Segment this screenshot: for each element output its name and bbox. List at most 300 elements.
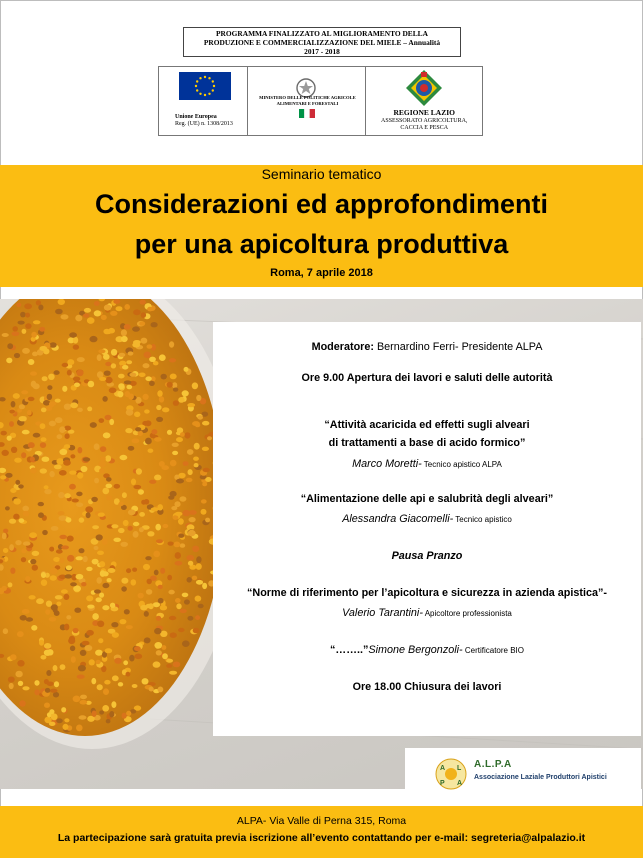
talk-1-title-line-2: di trattamenti a base di acido formico” bbox=[328, 437, 526, 449]
pollen-grain bbox=[49, 722, 56, 726]
pollen-grain bbox=[41, 408, 47, 413]
pollen-grain bbox=[142, 678, 149, 684]
pollen-grain bbox=[85, 506, 93, 512]
moderator-line bbox=[213, 341, 641, 353]
pollen-grain bbox=[30, 559, 36, 564]
pollen-grain bbox=[144, 637, 151, 643]
pollen-grain bbox=[187, 616, 193, 621]
talk-4-speaker: Simone Bergonzoli- bbox=[368, 644, 463, 656]
pollen-grain bbox=[153, 602, 160, 607]
pollen-grain bbox=[49, 471, 54, 477]
pollen-grain bbox=[32, 551, 40, 556]
pollen-grain bbox=[167, 382, 173, 388]
pollen-grain bbox=[176, 603, 181, 609]
eu-star-icon bbox=[208, 77, 210, 79]
ministry-caption bbox=[252, 95, 362, 106]
pollen-grain bbox=[133, 485, 141, 489]
pollen-grain bbox=[134, 646, 141, 651]
alpa-logo-letter-4: A bbox=[457, 780, 463, 787]
pollen-grain bbox=[28, 442, 35, 448]
pollen-grain bbox=[58, 511, 65, 515]
pollen-grain bbox=[76, 556, 84, 560]
pollen-grain bbox=[83, 556, 88, 562]
pollen-grain bbox=[8, 582, 13, 587]
pollen-grain bbox=[14, 458, 22, 463]
pollen-grain bbox=[102, 488, 109, 495]
pollen-grain bbox=[23, 511, 29, 517]
pollen-grain bbox=[202, 482, 207, 486]
pollen-grain bbox=[67, 536, 74, 542]
pollen-grain bbox=[112, 675, 119, 681]
program-title-box bbox=[183, 27, 461, 57]
pollen-grain bbox=[71, 656, 76, 663]
pollen-grain bbox=[198, 604, 204, 609]
pollen-grain bbox=[163, 524, 169, 528]
pollen-grain bbox=[47, 394, 53, 400]
pollen-grain bbox=[30, 457, 35, 462]
pollen-grain bbox=[155, 642, 160, 648]
pollen-grain bbox=[178, 534, 184, 538]
pollen-grain bbox=[124, 609, 130, 614]
eu-star-icon bbox=[196, 89, 198, 91]
ministry-line-2: ALIMENTARI E FORESTALI bbox=[276, 100, 339, 106]
pollen-grain bbox=[9, 683, 14, 689]
seminar-label: Seminario tematico bbox=[261, 166, 382, 182]
pollen-grain bbox=[62, 363, 69, 367]
pollen-grain bbox=[55, 309, 63, 315]
pollen-grain bbox=[192, 382, 198, 389]
pollen-grain bbox=[128, 509, 136, 515]
pollen-grain bbox=[39, 327, 45, 332]
pollen-grain bbox=[25, 576, 30, 582]
pollen-grain bbox=[123, 660, 128, 665]
pollen-grain bbox=[59, 449, 67, 455]
regione-lazio-emblem-icon bbox=[405, 69, 443, 107]
pollen-grain bbox=[128, 446, 135, 451]
pollen-grain bbox=[49, 401, 56, 405]
pollen-grain bbox=[3, 529, 8, 534]
pollen-grain bbox=[151, 507, 159, 511]
pollen-grain bbox=[118, 502, 124, 506]
pollen-grain bbox=[73, 345, 79, 350]
pollen-grain bbox=[159, 354, 166, 361]
pollen-grain bbox=[154, 437, 162, 442]
pollen-grain bbox=[109, 388, 117, 394]
pollen-grain bbox=[104, 371, 111, 376]
pollen-grain bbox=[154, 628, 161, 634]
pollen-grain bbox=[186, 555, 194, 561]
pollen-grain bbox=[118, 383, 124, 389]
pollen-grain bbox=[79, 517, 85, 522]
closing-line: Ore 18.00 Chiusura dei lavori bbox=[352, 681, 502, 693]
pollen-grain bbox=[135, 427, 141, 431]
pollen-grain bbox=[73, 628, 79, 633]
pollen-grain bbox=[187, 577, 192, 583]
pollen-grain bbox=[96, 597, 102, 602]
pollen-grain bbox=[141, 312, 146, 318]
pollen-grain bbox=[158, 598, 164, 604]
pollen-grain bbox=[131, 479, 136, 486]
eu-star-icon bbox=[204, 94, 206, 96]
pollen-grain bbox=[41, 572, 46, 578]
pollen-grain bbox=[44, 703, 50, 708]
pollen-grain bbox=[117, 391, 123, 397]
pollen-grain bbox=[77, 472, 83, 479]
pollen-grain bbox=[175, 598, 181, 603]
pollen-grain bbox=[156, 405, 161, 410]
pollen-grain bbox=[126, 409, 134, 416]
pollen-grain bbox=[104, 305, 111, 311]
pollen-grain bbox=[78, 447, 83, 453]
pollen-grain bbox=[65, 433, 70, 439]
pollen-grain bbox=[173, 388, 178, 392]
pollen-grain bbox=[67, 359, 74, 365]
pollen-grain bbox=[149, 687, 154, 692]
pollen-grain bbox=[99, 418, 105, 423]
program-line-3: 2017 - 2018 bbox=[304, 47, 340, 56]
pollen-grain bbox=[114, 658, 122, 664]
pollen-grain bbox=[192, 421, 200, 426]
pollen-grain bbox=[147, 307, 153, 312]
pollen-grain bbox=[59, 426, 65, 433]
pollen-grain bbox=[162, 645, 167, 650]
pollen-grain bbox=[147, 344, 153, 348]
pollen-grain bbox=[87, 407, 92, 412]
pollen-grain bbox=[103, 432, 111, 438]
pollen-grain bbox=[94, 546, 99, 550]
pollen-grain bbox=[53, 665, 58, 671]
pollen-grain bbox=[23, 541, 31, 545]
talk-2-title: “Alimentazione delle api e salubrità degli alveari” bbox=[300, 493, 554, 505]
pollen-grain bbox=[188, 530, 196, 536]
pollen-grain bbox=[178, 397, 184, 403]
pollen-grain bbox=[42, 530, 48, 535]
eu-star-icon bbox=[199, 77, 201, 79]
pollen-grain bbox=[5, 506, 10, 510]
pollen-grain bbox=[192, 576, 197, 581]
pollen-grain bbox=[92, 525, 99, 529]
pollen-grain bbox=[58, 299, 65, 305]
footer-note bbox=[0, 832, 643, 844]
pollen-grain bbox=[22, 686, 29, 690]
pollen-grain bbox=[59, 558, 64, 564]
pollen-grain bbox=[97, 621, 104, 628]
pollen-grain bbox=[60, 664, 66, 670]
pollen-grain bbox=[54, 681, 59, 687]
pollen-grain bbox=[54, 370, 60, 375]
pollen-grain bbox=[40, 468, 47, 473]
pollen-grain bbox=[109, 419, 114, 425]
pollen-grain bbox=[120, 542, 128, 547]
pollen-grain bbox=[40, 442, 46, 448]
pollen-grain bbox=[106, 719, 111, 723]
pollen-grain bbox=[111, 524, 118, 528]
event-title-line-1: Considerazioni ed approfondimenti bbox=[94, 189, 548, 219]
pollen-grain bbox=[70, 402, 78, 408]
pollen-grain bbox=[2, 333, 9, 337]
pollen-grain bbox=[111, 363, 116, 368]
pollen-grain bbox=[182, 390, 189, 396]
pollen-grain bbox=[118, 682, 123, 686]
pollen-grain bbox=[78, 665, 86, 671]
pollen-grain bbox=[24, 303, 32, 309]
pollen-grain bbox=[160, 605, 167, 610]
pollen-grain bbox=[122, 365, 128, 370]
talk-4-line bbox=[213, 644, 641, 656]
pollen-grain bbox=[202, 447, 209, 451]
pollen-grain bbox=[167, 430, 172, 435]
pollen-grain bbox=[144, 352, 151, 359]
pollen-grain bbox=[161, 465, 169, 470]
pollen-grain bbox=[55, 595, 63, 599]
pollen-grain bbox=[18, 681, 23, 686]
pollen-grain bbox=[126, 672, 131, 677]
talk-3-role: Apicoltore professionista bbox=[422, 609, 512, 618]
pollen-grain bbox=[41, 437, 47, 442]
pollen-grain bbox=[69, 471, 77, 475]
talk-3-speaker-line bbox=[213, 607, 641, 619]
pollen-grain bbox=[86, 630, 94, 636]
eu-star-icon bbox=[212, 89, 214, 91]
pollen-grain bbox=[194, 463, 199, 467]
pollen-grain bbox=[121, 586, 127, 591]
pollen-grain bbox=[106, 484, 113, 489]
pollen-grain bbox=[180, 609, 187, 613]
pollen-grain bbox=[30, 468, 36, 474]
pollen-grain bbox=[179, 496, 186, 501]
institution-logos bbox=[158, 66, 483, 136]
pollen-grain bbox=[30, 371, 37, 375]
pollen-grain bbox=[9, 544, 14, 551]
pollen-grain bbox=[13, 498, 21, 504]
pollen-grain bbox=[180, 432, 185, 437]
pollen-grain bbox=[125, 428, 132, 433]
ministry-line-1: MINISTERO DELLE POLITICHE AGRICOLE bbox=[259, 95, 356, 100]
pollen-grain bbox=[162, 407, 169, 412]
pollen-grain bbox=[124, 324, 131, 330]
pollen-grain bbox=[99, 593, 104, 598]
pollen-grain bbox=[108, 328, 115, 334]
pollen-grain bbox=[168, 542, 174, 546]
pollen-grain bbox=[90, 422, 97, 428]
talk-2-role: Tecnico apistico bbox=[453, 515, 512, 524]
pollen-grain bbox=[97, 551, 104, 555]
pollen-grain bbox=[8, 677, 15, 683]
pollen-grain bbox=[170, 374, 177, 380]
pollen-grain bbox=[139, 321, 145, 325]
pollen-grain bbox=[73, 585, 81, 591]
pollen-grain bbox=[79, 715, 87, 719]
pollen-grain bbox=[162, 653, 168, 659]
pollen-grain bbox=[11, 401, 16, 407]
pollen-grain bbox=[197, 415, 203, 419]
pollen-grain bbox=[22, 506, 29, 512]
pollen-grain bbox=[153, 551, 160, 558]
pollen-grain bbox=[49, 709, 54, 714]
pollen-grain bbox=[50, 575, 57, 580]
pollen-grain bbox=[129, 373, 136, 377]
pollen-grain bbox=[51, 604, 58, 610]
lunch-break: Pausa Pranzo bbox=[391, 550, 463, 562]
pollen-grain bbox=[99, 468, 105, 474]
pollen-grain bbox=[49, 547, 54, 552]
pollen-grain bbox=[100, 570, 106, 577]
pollen-grain bbox=[99, 377, 106, 381]
pollen-grain bbox=[57, 434, 63, 439]
pollen-grain bbox=[138, 431, 143, 436]
pollen-grain bbox=[22, 609, 30, 614]
pollen-grain bbox=[144, 611, 149, 617]
pollen-grain bbox=[132, 342, 140, 347]
pollen-grain bbox=[107, 578, 112, 582]
pollen-grain bbox=[67, 555, 74, 562]
pollen-grain bbox=[166, 659, 173, 663]
pollen-grain bbox=[70, 454, 75, 458]
pollen-grain bbox=[21, 548, 26, 553]
pollen-grain bbox=[67, 370, 72, 376]
pollen-grain bbox=[110, 603, 115, 608]
pollen-grain bbox=[169, 671, 177, 675]
pollen-grain bbox=[49, 421, 56, 427]
pollen-grain bbox=[3, 548, 8, 553]
pollen-grain bbox=[112, 632, 119, 638]
pollen-grain bbox=[128, 526, 133, 531]
pollen-grain bbox=[104, 680, 110, 685]
pollen-grain bbox=[116, 306, 123, 311]
pollen-grain bbox=[189, 517, 196, 522]
pollen-grain bbox=[155, 524, 161, 531]
pollen-grain bbox=[196, 563, 202, 570]
pollen-grain bbox=[187, 403, 195, 407]
pollen-grain bbox=[170, 460, 177, 467]
talk-1-speaker: Marco Moretti- bbox=[352, 458, 422, 470]
pollen-grain bbox=[33, 320, 41, 324]
pollen-grain bbox=[22, 348, 30, 354]
pollen-grain bbox=[140, 605, 147, 611]
pollen-grain bbox=[92, 613, 99, 620]
pollen-grain bbox=[102, 396, 107, 402]
alpa-logo-letter-1: A bbox=[440, 765, 446, 772]
alpa-full-name: Associazione Laziale Produttori Apistici bbox=[474, 774, 607, 781]
pollen-grain bbox=[96, 577, 102, 584]
pollen-grain bbox=[48, 374, 55, 380]
pollen-grain bbox=[33, 433, 41, 438]
pollen-grain bbox=[185, 432, 191, 438]
pollen-grain bbox=[34, 680, 39, 686]
pollen-grain bbox=[149, 357, 156, 362]
pollen-grain bbox=[56, 602, 61, 607]
pollen-grain bbox=[76, 503, 83, 508]
pollen-grain bbox=[178, 518, 184, 524]
pollen-grain bbox=[39, 346, 47, 351]
pollen-grain bbox=[25, 313, 30, 318]
pollen-grain bbox=[180, 543, 186, 547]
pollen-grain bbox=[54, 465, 62, 470]
pollen-grain bbox=[170, 491, 177, 497]
pollen-grain bbox=[102, 705, 109, 712]
pollen-grain bbox=[45, 688, 50, 693]
pollen-grain bbox=[76, 574, 84, 580]
pollen-grain bbox=[73, 377, 80, 382]
pollen-grain bbox=[148, 603, 153, 609]
pollen-grain bbox=[89, 659, 95, 665]
pollen-grain bbox=[201, 509, 207, 515]
pollen-grain bbox=[79, 700, 87, 705]
contact-email: segreteria@alpalazio.it bbox=[471, 832, 586, 844]
pollen-grain bbox=[126, 625, 133, 629]
pollen-grain bbox=[66, 565, 72, 570]
pollen-grain bbox=[42, 457, 50, 462]
pollen-grain bbox=[123, 520, 129, 526]
pollen-grain bbox=[105, 455, 111, 462]
pollen-grain bbox=[20, 615, 27, 621]
pollen-grain bbox=[21, 557, 26, 562]
pollen-grain bbox=[184, 599, 190, 604]
pollen-grain bbox=[133, 309, 141, 315]
talk-3-title: “Norme di riferimento per l’apicoltura e sicurezza in azienda apistica”- bbox=[247, 587, 607, 599]
pollen-grain bbox=[124, 304, 130, 310]
pollen-grain bbox=[19, 404, 25, 409]
pollen-grain bbox=[124, 380, 132, 384]
pollen-grain bbox=[80, 650, 87, 656]
eu-star-icon bbox=[195, 85, 197, 87]
pollen-grain bbox=[145, 420, 152, 426]
pollen-grain bbox=[44, 485, 49, 489]
alpa-logo-letter-2: L bbox=[457, 765, 462, 772]
pollen-grain bbox=[144, 499, 150, 505]
pollen-grain bbox=[94, 310, 101, 316]
pollen-grain bbox=[88, 381, 95, 388]
pollen-grain bbox=[149, 381, 155, 386]
pollen-grain bbox=[128, 394, 134, 400]
pollen-grain bbox=[90, 336, 98, 342]
pollen-grain bbox=[58, 492, 65, 498]
pollen-grain bbox=[147, 579, 152, 585]
pollen-grain bbox=[47, 385, 52, 390]
pollen-grain bbox=[170, 632, 177, 638]
pollen-grain bbox=[108, 568, 116, 573]
pollen-grain bbox=[2, 533, 7, 540]
pollen-grain bbox=[154, 570, 159, 576]
pollen-grain bbox=[126, 711, 131, 716]
pollen-grain bbox=[134, 654, 142, 660]
pollen-grain bbox=[97, 354, 102, 361]
pollen-grain bbox=[196, 395, 201, 401]
pollen-grain bbox=[1, 450, 8, 456]
pollen-grain bbox=[31, 625, 37, 631]
pollen-grain bbox=[72, 499, 79, 503]
pollen-grain bbox=[194, 443, 200, 450]
pollen-grain bbox=[74, 383, 80, 388]
talk-4-title: “……..” bbox=[330, 644, 369, 656]
lazio-subtitle bbox=[366, 118, 483, 132]
pollen-grain bbox=[81, 582, 86, 586]
pollen-grain bbox=[59, 535, 67, 539]
pollen-grain bbox=[94, 589, 101, 593]
pollen-grain bbox=[64, 493, 70, 498]
pollen-grain bbox=[139, 512, 145, 517]
pollen-grain bbox=[75, 315, 82, 322]
pollen-grain bbox=[144, 409, 150, 413]
pollen-grain bbox=[66, 615, 71, 619]
eu-star-icon bbox=[199, 93, 201, 95]
pollen-grain bbox=[86, 567, 92, 571]
pollen-grain bbox=[29, 532, 37, 538]
pollen-grain bbox=[113, 299, 120, 304]
pollen-grain bbox=[205, 477, 211, 482]
pollen-grain bbox=[102, 539, 108, 545]
pollen-grain bbox=[178, 628, 185, 632]
